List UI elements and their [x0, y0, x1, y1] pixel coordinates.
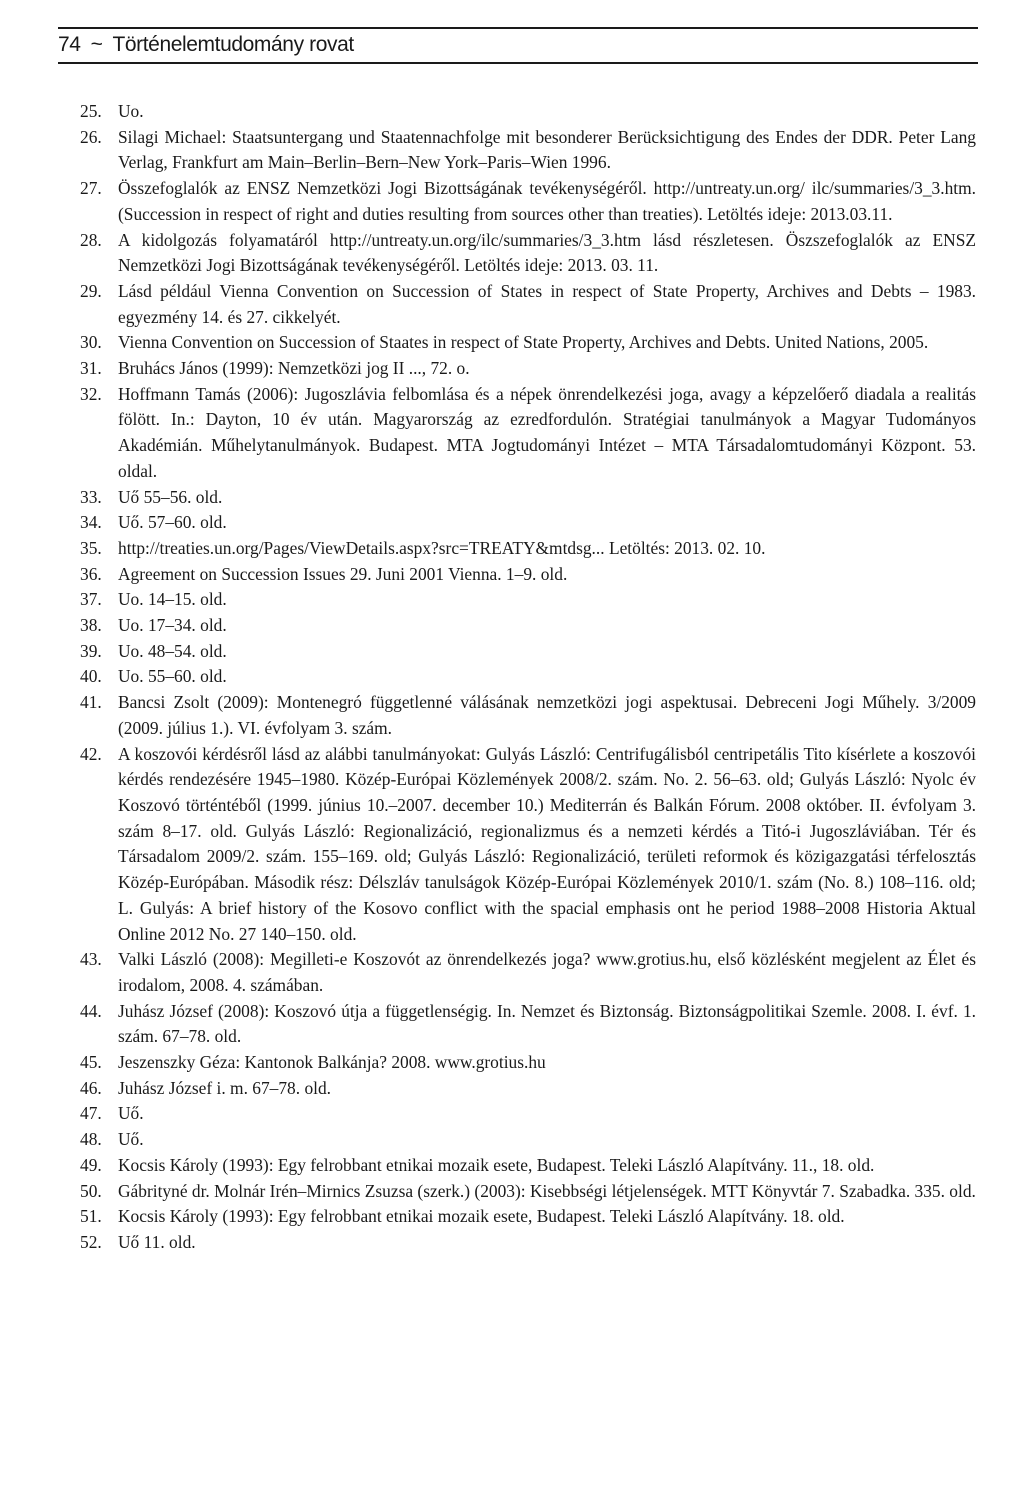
- endnote-item: [80, 176, 976, 227]
- endnote-item: [80, 947, 976, 998]
- endnote-text: Bancsi Zsolt (2009): Montenegró függetlenné válásának nemzetközi jogi aspektusai. Debreceni Jogi Műhely. 3/2009 (2009. július 1.). VI. évfolyam 3. szám.: [118, 692, 976, 738]
- endnote-number: 35.: [80, 537, 102, 558]
- endnote-number: 33.: [80, 486, 102, 507]
- endnote-number: 46.: [80, 1077, 102, 1098]
- endnote-number: 25.: [80, 101, 102, 121]
- endnote-item: [80, 587, 976, 613]
- endnote-text: Bruhács János (1999): Nemzetközi jog II ..., 72. o.: [118, 358, 470, 379]
- endnote-text: Uo.: [118, 101, 144, 121]
- endnote-item: [80, 664, 976, 690]
- endnote-text: Gábrityné dr. Molnár Irén–Mirnics Zsuzsa (szerk.) (2003): Kisebbségi létjelenségek. MTT Könyvtár 7. Szabadka. 335. old.: [118, 1180, 976, 1201]
- header-bottom-rule: [58, 62, 978, 64]
- endnote-item: [80, 536, 976, 562]
- endnote-item: [80, 382, 976, 485]
- endnote-number: 52.: [80, 1231, 102, 1252]
- endnote-number: 51.: [80, 1206, 102, 1227]
- endnote-number: 41.: [80, 692, 102, 713]
- endnote-text: Silagi Michael: Staatsuntergang und Staatennachfolge mit besonderer Berücksichtigung des Endes der DDR. Peter Lang Verlag, Frankfurt am Main–Berlin–Bern–New York–Paris–Wien 1996.: [118, 126, 976, 173]
- endnote-text: Uő 11. old.: [118, 1231, 196, 1252]
- endnote-item: [80, 356, 976, 382]
- endnote-item: [80, 1204, 976, 1230]
- endnote-number: 26.: [80, 126, 102, 147]
- endnote-item: [80, 613, 976, 639]
- endnote-text: Uő.: [118, 1103, 144, 1124]
- endnote-text: Vienna Convention on Succession of Staates in respect of State Property, Archives and Debts. United Nations, 2005.: [118, 332, 929, 353]
- endnote-text: http://treaties.un.org/Pages/ViewDetails.aspx?src=TREATY&mtdsg... Letöltés: 2013. 02. 10.: [118, 537, 766, 558]
- endnote-number: 39.: [80, 640, 102, 661]
- endnote-number: 44.: [80, 1000, 102, 1021]
- endnote-item: [80, 1230, 976, 1256]
- endnote-number: 47.: [80, 1103, 102, 1124]
- endnote-item: [80, 562, 976, 588]
- endnote-item: [80, 125, 976, 176]
- endnote-number: 45.: [80, 1052, 102, 1073]
- endnote-item: [80, 1179, 976, 1205]
- endnote-number: 29.: [80, 280, 102, 301]
- endnote-item: [80, 1076, 976, 1102]
- header-top-rule: [58, 27, 978, 29]
- endnote-text: Lásd például Vienna Convention on Succession of States in respect of State Property, Archives and Debts – 1983. egyezmény 14. és 27. cikkelyét.: [118, 280, 976, 327]
- endnote-number: 30.: [80, 332, 102, 353]
- endnote-text: A koszovói kérdésről lásd az alábbi tanulmányokat: Gulyás László: Centrifugálisból centripetális Tito kísérlete a koszovói kérdés rendezésére 1945–1980. Közép-Európai Közlemények 2008/2. szám. No. 2. 56–63. old; Gulyás László: Nyolc év Koszovó történtéből (1999. június 10.–2007. december 10.) Mediterrán és Balkán Fórum. 2008 október. II. évfolyam 3. szám 8–17. old. Gulyás László: Regionalizáció, regionalizmus és a nemzeti kérdés a Titó-i Jugoszláviában. Tér és Társadalom 2009/2. szám. 155–169. old; Gulyás László: Regionalizáció, területi reformok és közigazgatási térfelosztás Közép-Európában. Második rész: Délszláv tanulságok Közép-Európai Közlemények 2010/1. szám (No. 8.) 108–116. old; L. Gulyás: A brief history of the Kosovo conflict with the spacial emphasis ont he period 1988–2008 Historia Aktual Online 2012 No. 27 140–150. old.: [118, 743, 976, 944]
- endnote-item: [80, 330, 976, 356]
- page-number: 74: [58, 33, 81, 56]
- endnote-text: Kocsis Károly (1993): Egy felrobbant etnikai mozaik esete, Budapest. Teleki László Alapítvány. 18. old.: [118, 1206, 845, 1227]
- endnote-text: Uő 55–56. old.: [118, 486, 223, 507]
- endnote-item: [80, 999, 976, 1050]
- endnote-text: Uo. 48–54. old.: [118, 640, 227, 661]
- endnote-item: [80, 639, 976, 665]
- endnote-text: Hoffmann Tamás (2006): Jugoszlávia felbomlása és a népek önrendelkezési joga, avagy a képzelőerő diadala a realitás fölött. In.: Dayton, 10 év után. Magyarország az ezredfordulón. Stratégiai tanulmányok a Magyar Tudományos Akadémián. Műhelytanulmányok. Budapest. MTA Jogtudományi Intézet – MTA Társadalomtudományi Központ. 53. oldal.: [118, 383, 976, 481]
- endnote-number: 49.: [80, 1154, 102, 1175]
- endnote-text: Uo. 14–15. old.: [118, 589, 227, 610]
- endnote-text: Uő.: [118, 1129, 144, 1150]
- endnote-item: [80, 485, 976, 511]
- endnote-number: 28.: [80, 229, 102, 250]
- endnote-text: Juhász József (2008): Koszovó útja a függetlenségig. In. Nemzet és Biztonság. Biztonságpolitikai Szemle. 2008. I. évf. 1. szám. 67–78. old.: [118, 1000, 976, 1047]
- endnote-number: 37.: [80, 589, 102, 610]
- endnote-number: 40.: [80, 666, 102, 687]
- endnote-number: 42.: [80, 743, 102, 764]
- endnote-item: [80, 510, 976, 536]
- endnote-text: Kocsis Károly (1993): Egy felrobbant etnikai mozaik esete, Budapest. Teleki László Alapítvány. 11., 18. old.: [118, 1154, 875, 1175]
- endnote-item: [80, 1050, 976, 1076]
- endnote-item: [80, 279, 976, 330]
- endnote-text: Juhász József i. m. 67–78. old.: [118, 1077, 332, 1098]
- endnote-item: [80, 1127, 976, 1153]
- endnote-number: 31.: [80, 358, 102, 379]
- endnote-item: [80, 1101, 976, 1127]
- endnote-number: 32.: [80, 383, 102, 404]
- endnote-number: 36.: [80, 563, 102, 584]
- endnote-item: [80, 1153, 976, 1179]
- endnotes-list: [80, 99, 976, 1256]
- header-separator: ~: [90, 33, 103, 56]
- endnote-number: 27.: [80, 178, 102, 199]
- endnote-number: 43.: [80, 949, 102, 970]
- endnote-text: Agreement on Succession Issues 29. Juni 2001 Vienna. 1–9. old.: [118, 563, 568, 584]
- endnote-text: A kidolgozás folyamatáról http://untreaty.un.org/ilc/summaries/3_3.htm lásd részletesen. Öszszefoglalók az ENSZ Nemzetközi Jogi Bizottságának tevékenységéről. Letöltés ideje: 2013. 03. 11.: [118, 229, 976, 276]
- endnote-item: [80, 228, 976, 279]
- endnote-text: Összefoglalók az ENSZ Nemzetközi Jogi Bizottságának tevékenységéről. http://untreaty.un.org/ ilc/summaries/3_3.htm. (Succession in respect of right and duties resulting from sources other than treaties). Letöltés ideje: 2013.03.11.: [118, 178, 976, 224]
- endnote-number: 50.: [80, 1180, 102, 1201]
- endnote-text: Uo. 17–34. old.: [118, 615, 227, 636]
- running-header: [58, 33, 354, 59]
- endnote-text: Valki László (2008): Megilleti-e Koszovót az önrendelkezés joga? www.grotius.hu, első közlésként megjelent az Élet és irodalom, 2008. 4. számában.: [118, 949, 976, 995]
- endnote-text: Jeszenszky Géza: Kantonok Balkánja? 2008. www.grotius.hu: [118, 1052, 546, 1073]
- endnote-item: [80, 99, 976, 125]
- endnote-text: Uo. 55–60. old.: [118, 666, 227, 687]
- endnote-number: 48.: [80, 1129, 102, 1150]
- endnote-item: [80, 690, 976, 741]
- section-title: Történelemtudomány rovat: [112, 33, 354, 56]
- endnote-text: Uő. 57–60. old.: [118, 512, 227, 533]
- endnote-number: 38.: [80, 615, 102, 636]
- endnote-number: 34.: [80, 512, 102, 533]
- endnote-item: [80, 742, 976, 948]
